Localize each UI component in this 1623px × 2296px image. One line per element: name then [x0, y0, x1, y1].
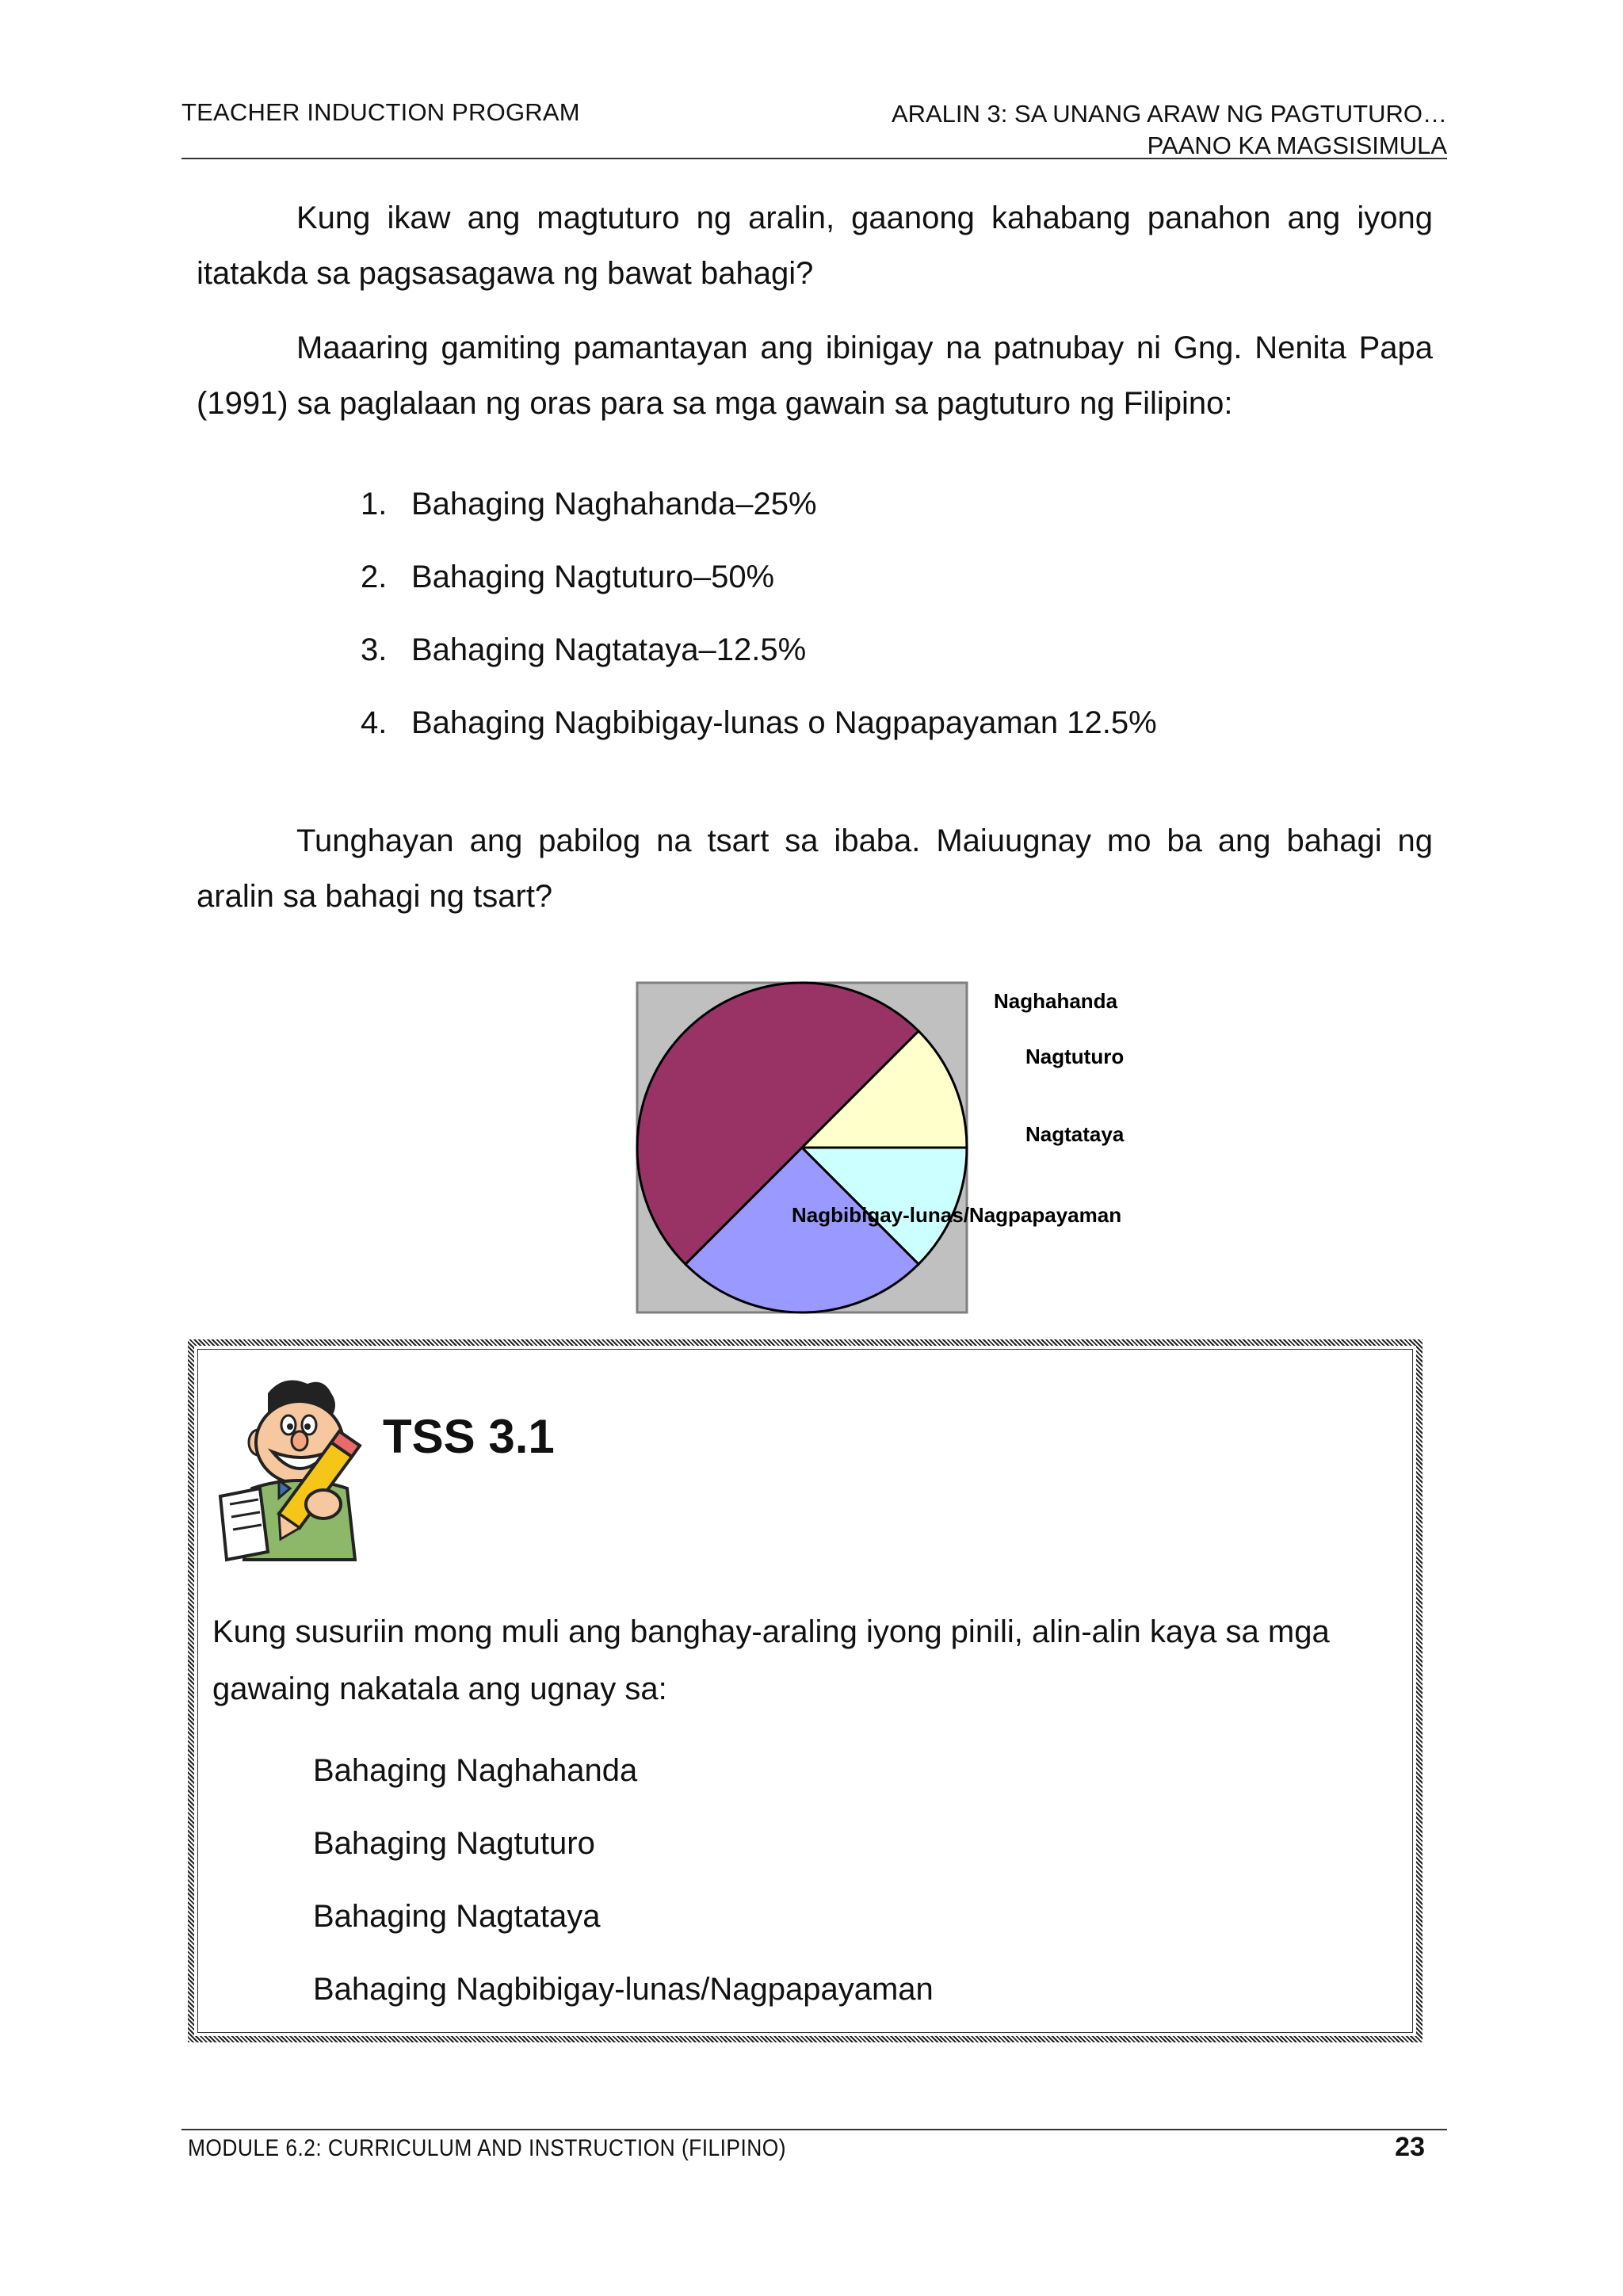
paragraph-1: Kung ikaw ang magtuturo ng aralin, gaanong kahabang panahon ang iyong itatakda sa pagsasagawa ng bawat bahagi? — [197, 201, 1433, 291]
paragraph-3: Tunghayan ang pabilog na tsart sa ibaba. Maiuugnay mo ba ang bahagi ng aralin sa bahagi ng tsart? — [197, 823, 1433, 914]
tss-instruction: Kung susuriin mong muli ang banghay-araling iyong pinili, alin-alin kaya sa mga gawaing nakatala ang ugnay sa: — [212, 1614, 1330, 1706]
footer-rule — [181, 2129, 1447, 2130]
chart-label: Nagtuturo — [1025, 1045, 1125, 1068]
chart-label: Nagbibigay-lunas/Nagpapayaman — [792, 1203, 1122, 1227]
list-item-number: 2. — [361, 560, 388, 594]
tss-title: TSS 3.1 — [383, 1410, 555, 1463]
list-item-text: Bahaging Nagtataya–12.5% — [411, 632, 807, 667]
list-item-text: Bahaging Nagtuturo–50% — [411, 560, 775, 594]
list-item-text: Bahaging Nagbibigay-lunas o Nagpapayaman 12.5% — [411, 705, 1157, 740]
list-item-number: 1. — [361, 487, 388, 521]
header-right-line1: ARALIN 3: SA UNANG ARAW NG PAGTUTURO… — [891, 100, 1447, 128]
tss-item: Bahaging Nagtataya — [313, 1899, 601, 1934]
footer-module: MODULE 6.2: CURRICULUM AND INSTRUCTION (FILIPINO) — [188, 2135, 786, 2161]
tss-item: Bahaging Nagbibigay-lunas/Nagpapayaman — [313, 1972, 934, 2007]
list-item-number: 3. — [361, 632, 388, 667]
chart-label: Nagtataya — [1025, 1122, 1125, 1146]
teacher-with-pencil-icon — [212, 1370, 379, 1572]
paragraph-2: Maaaring gamiting pamantayan ang ibinigay na patnubay ni Gng. Nenita Papa (1991) sa paglalaan ng oras para sa mga gawain sa pagtuturo ng Filipino: — [197, 330, 1433, 421]
pie-slices — [637, 983, 967, 1312]
header-left: TEACHER INDUCTION PROGRAM — [181, 98, 580, 126]
page-number: 23 — [1395, 2132, 1425, 2162]
tss-item: Bahaging Naghahanda — [313, 1753, 638, 1788]
list-item-number: 4. — [361, 705, 388, 740]
tss-item: Bahaging Nagtuturo — [313, 1826, 595, 1861]
chart-label: Naghahanda — [994, 989, 1118, 1013]
list-item-text: Bahaging Naghahanda–25% — [411, 487, 817, 521]
header-right-line2: PAANO KA MAGSISIMULA — [1147, 132, 1447, 159]
